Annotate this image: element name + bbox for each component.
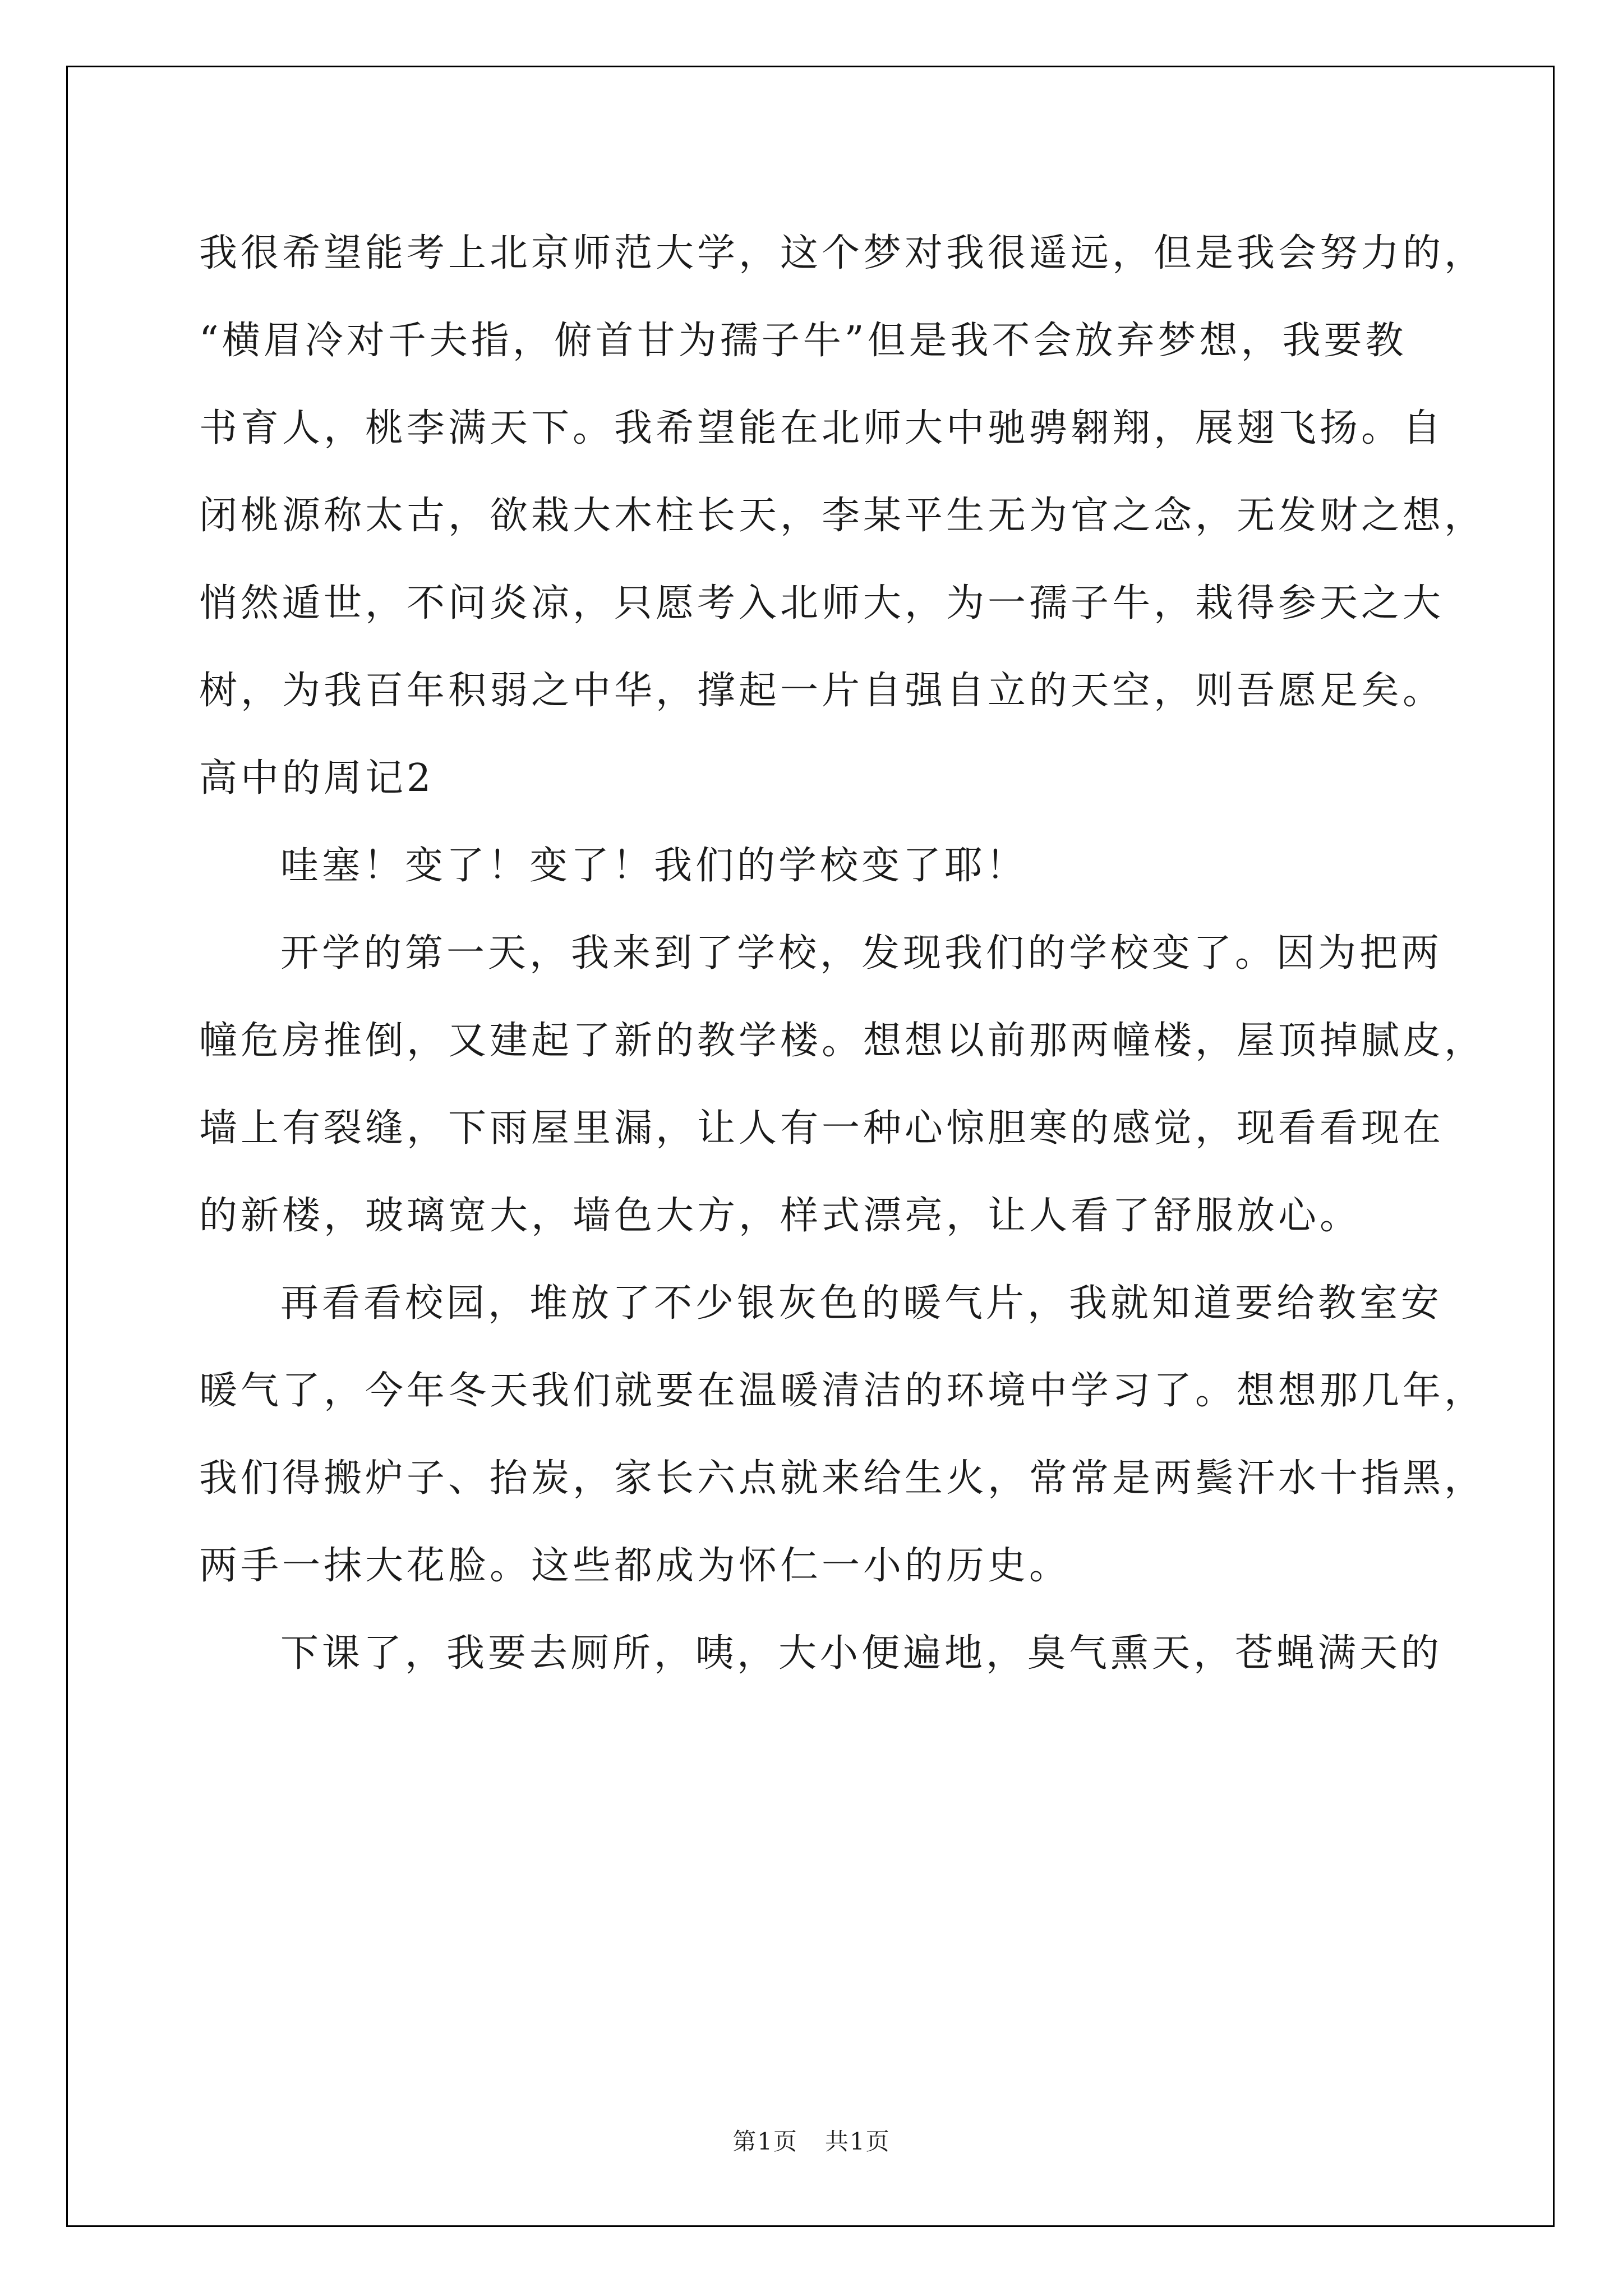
page-number: 第1页 [732, 2128, 798, 2155]
document-body [199, 210, 1486, 1697]
text-line: 哇塞！变了！变了！我们的学校变了耶！ [280, 844, 1028, 888]
text-line: 我们得搬炉子、抬炭，家长六点就来给生火，常常是两鬓汗水十指黑， [199, 1456, 1486, 1501]
text-line: 的新楼，玻璃宽大，墙色大方，样式漂亮，让人看了舒服放心。 [199, 1194, 1362, 1238]
text-line: 我很希望能考上北京师范大学，这个梦对我很遥远，但是我会努力的， [199, 231, 1486, 275]
text-line: 开学的第一天，我来到了学校，发现我们的学校变了。因为把两 [280, 931, 1443, 976]
text-line: 树，为我百年积弱之中华，撑起一片自强自立的天空，则吾愿足矣。 [199, 669, 1445, 713]
text-line: 闭桃源称太古，欲栽大木柱长天，李某平生无为官之念，无发财之想， [199, 494, 1486, 538]
text-line: 悄然遁世，不问炎凉，只愿考入北师大，为一孺子牛，栽得参天之大 [199, 581, 1445, 625]
text-line: 墙上有裂缝，下雨屋里漏，让人有一种心惊胆寒的感觉，现看看现在 [199, 1106, 1445, 1151]
text-line: 两手一抹大花脸。这些都成为怀仁一小的历史。 [199, 1544, 1071, 1588]
page-total: 共1页 [825, 2128, 891, 2155]
section-heading: 高中的周记2 [199, 756, 435, 800]
page-footer [0, 2125, 1623, 2159]
text-line: 书育人，桃李满天下。我希望能在北师大中驰骋翱翔，展翅飞扬。自 [199, 406, 1445, 450]
text-line: 再看看校园，堆放了不少银灰色的暖气片，我就知道要给教室安 [280, 1281, 1443, 1326]
text-line: 下课了，我要去厕所，咦，大小便遍地，臭气熏天，苍蝇满天的 [280, 1631, 1443, 1676]
text-line: 幢危房推倒，又建起了新的教学楼。想想以前那两幢楼，屋顶掉腻皮， [199, 1019, 1486, 1063]
text-line: “横眉冷对千夫指，俯首甘为孺子牛”但是我不会放弃梦想，我要教 [199, 319, 1407, 363]
text-line: 暖气了，今年冬天我们就要在温暖清洁的环境中学习了。想想那几年， [199, 1369, 1486, 1413]
